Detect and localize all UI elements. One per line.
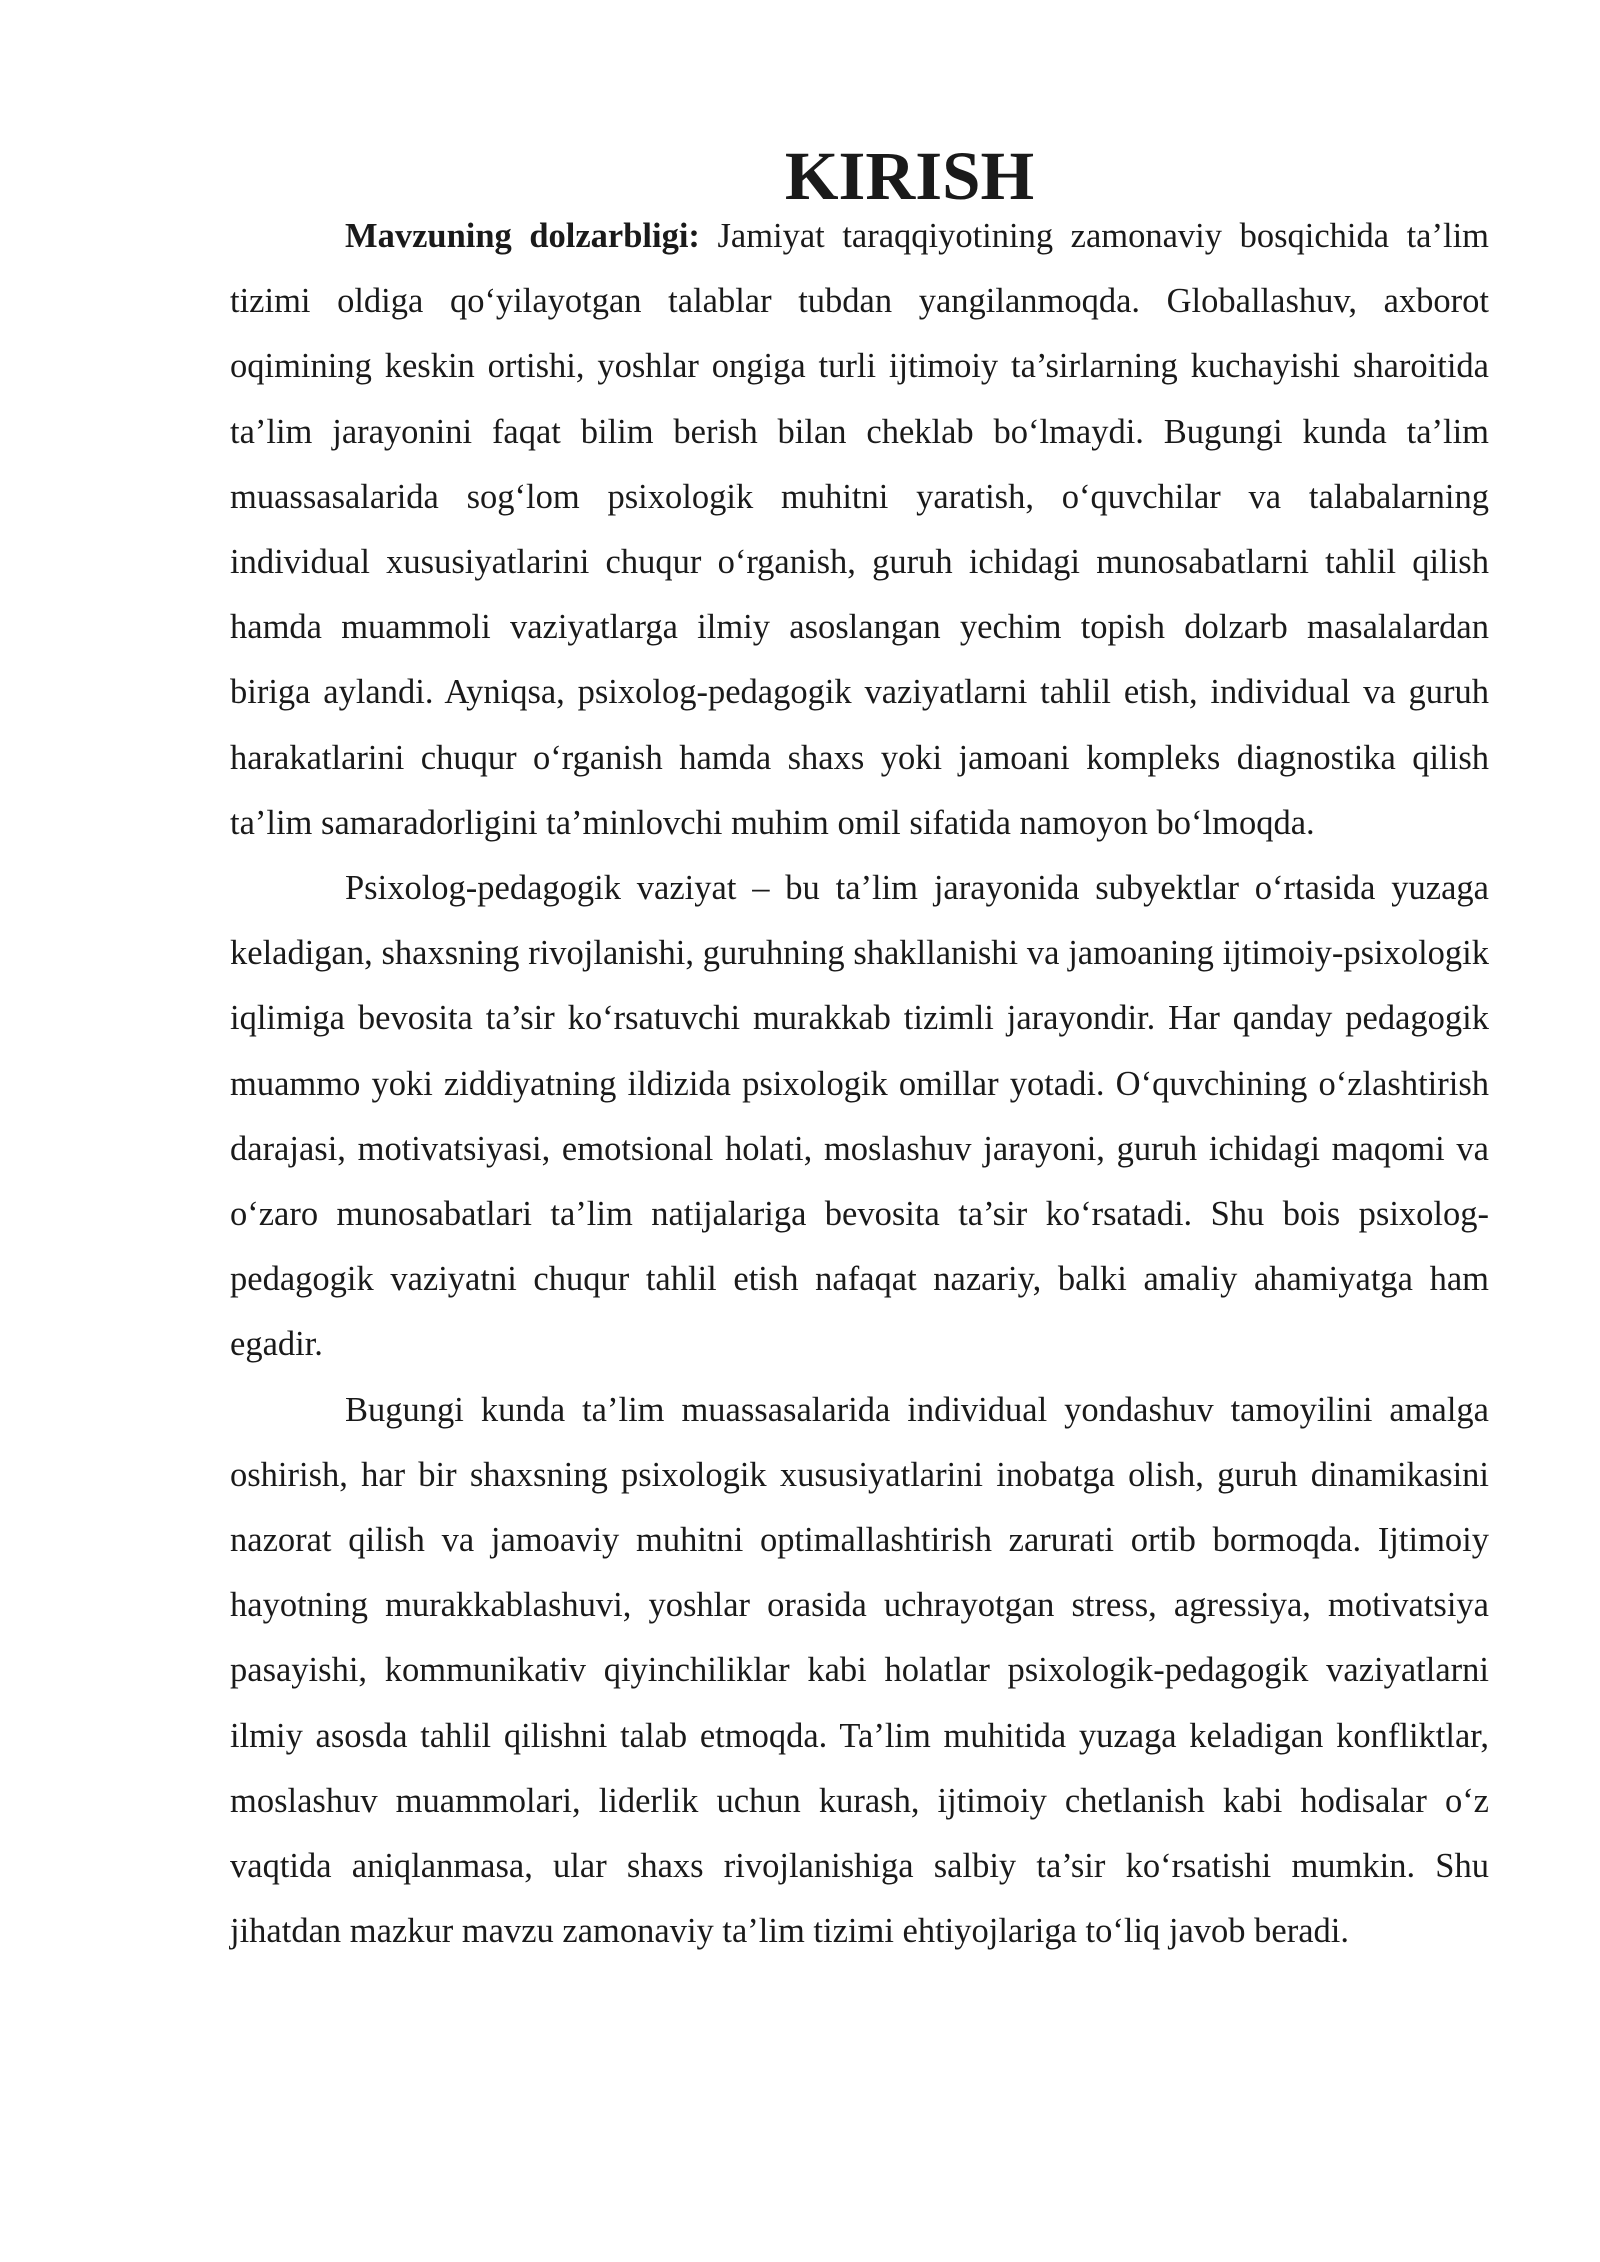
- paragraph-lead: Mavzuning dolzarbligi:: [345, 217, 700, 255]
- paragraph-relevance: [230, 204, 1489, 856]
- paragraph-modern-needs: Bugungi kunda ta’lim muassasalarida individual yondashuv tamoyilini amalga oshirish, har bir shaxsning psixologik xususiyatlarini inobatga olish, guruh dinamikasini nazorat qilish va jamoaviy muhitni optimallashtirish zarurati ortib bormoqda. Ijtimoiy hayotning murakkablashuvi, yoshlar orasida uchrayotgan stress, agressiya, motivatsiya pasayishi, kommunikativ qiyinchiliklar kabi holatlar psixologik-pedagogik vaziyatlarni ilmiy asosda tahlil qilishni talab etmoqda. Ta’lim muhitida yuzaga keladigan konfliktlar, moslashuv muammolari, liderlik uchun kurash, ijtimoiy chetlanish kabi hodisalar o‘z vaqtida aniqlanmasa, ular shaxs rivojlanishiga salbiy ta’sir ko‘rsatishi mumkin. Shu jihatdan mazkur mavzu zamonaviy ta’lim tizimi ehtiyojlariga to‘liq javob beradi.: [230, 1390, 1489, 1951]
- paragraph-situation: Psixolog-pedagogik vaziyat – bu ta’lim jarayonida subyektlar o‘rtasida yuzaga keladigan, shaxsning rivojlanishi, guruhning shakllanishi va jamoaning ijtimoiy-psixologik iqlimiga bevosita ta’sir ko‘rsatuvchi murakkab tizimli jarayondir. Har qanday pedagogik muammo yoki ziddiyatning ildizida psixologik omillar yotadi. O‘quvchining o‘zlashtirish darajasi, motivatsiyasi, emotsional holati, moslashuv jarayoni, guruh ichidagi maqomi va o‘zaro munosabatlari ta’lim natijalariga bevosita ta’sir ko‘rsatadi. Shu bois psixolog-pedagogik vaziyatni chuqur tahlil etish nafaqat nazariy, balki amaliy ahamiyatga ham egadir.: [230, 869, 1489, 1364]
- paragraph-text: Jamiyat taraqqiyotining zamonaviy bosqichida ta’lim tizimi oldiga qo‘yilayotgan talablar tubdan yangilanmoqda. Globallashuv, axborot oqimining keskin ortishi, yoshlar ongiga turli ijtimoiy ta’sirlarning kuchayishi sharoitida ta’lim jarayonini faqat bilim berish bilan cheklab bo‘lmaydi. Bugungi kunda ta’lim muassasalarida sog‘lom psixologik muhitni yaratish, o‘quvchilar va talabalarning individual xususiyatlarini chuqur o‘rganish, guruh ichidagi munosabatlarni tahlil qilish hamda muammoli vaziyatlarga ilmiy asoslangan yechim topish dolzarb masalalardan biriga aylandi. Ayniqsa, psixolog-pedagogik vaziyatlarni tahlil etish, individual va guruh harakatlarini chuqur o‘rganish hamda shaxs yoki jamoani kompleks diagnostika qilish ta’lim samaradorligini ta’minlovchi muhim omil sifatida namoyon bo‘lmoqda.: [230, 217, 1489, 842]
- document-body: [230, 138, 1489, 1964]
- page-title: KIRISH: [784, 138, 1035, 214]
